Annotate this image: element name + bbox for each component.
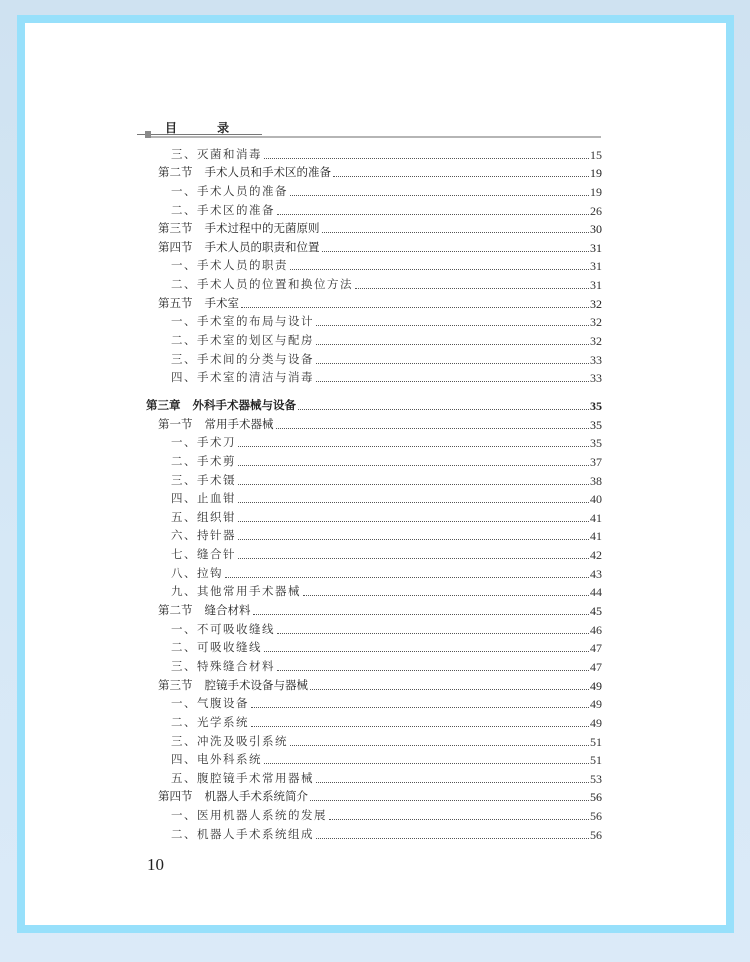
toc-label: 一、手术人员的准备 <box>171 185 288 198</box>
toc-page: 33 <box>590 352 602 367</box>
dot-leader <box>316 782 589 783</box>
toc-title: 外科手术器械与设备 <box>192 399 296 412</box>
toc-number: 第三章 <box>146 399 181 412</box>
dot-leader <box>322 251 590 252</box>
dot-leader <box>316 344 589 345</box>
toc-page: 56 <box>590 809 602 824</box>
toc-page: 53 <box>590 771 602 786</box>
toc-page: 30 <box>590 222 602 237</box>
toc-item[interactable] <box>146 450 602 469</box>
toc-item[interactable] <box>146 749 602 768</box>
toc-number: 第四节 <box>158 791 193 804</box>
dot-leader <box>277 670 589 671</box>
toc-section[interactable] <box>146 786 602 805</box>
toc-label: 一、医用机器人系统的发展 <box>171 810 327 823</box>
header-title: 目 录 <box>165 121 248 135</box>
dot-leader <box>322 232 590 233</box>
toc-item[interactable] <box>146 767 602 786</box>
toc-label: 二、可吸收缝线 <box>171 642 262 655</box>
toc-page: 33 <box>590 371 602 386</box>
toc-label: 二、手术剪 <box>171 455 236 468</box>
toc-item[interactable] <box>146 693 602 712</box>
toc-item[interactable] <box>146 143 602 162</box>
toc-page: 31 <box>590 259 602 274</box>
toc-item[interactable] <box>146 562 602 581</box>
toc-item[interactable] <box>146 273 602 292</box>
toc-label: 四、电外科系统 <box>171 754 262 767</box>
table-of-contents <box>146 143 602 842</box>
toc-label: 一、手术室的布局与设计 <box>171 316 314 329</box>
toc-item[interactable] <box>146 618 602 637</box>
toc-number: 第四节 <box>158 241 193 254</box>
toc-label: 二、手术人员的位置和换位方法 <box>171 279 353 292</box>
toc-label <box>158 679 310 693</box>
toc-page: 51 <box>590 734 602 749</box>
toc-number: 第五节 <box>158 297 193 310</box>
dot-leader <box>238 521 589 522</box>
dot-leader <box>225 577 589 578</box>
toc-label: 二、手术室的划区与配房 <box>171 335 314 348</box>
toc-page: 32 <box>590 296 602 311</box>
dot-leader <box>316 363 589 364</box>
dot-leader <box>251 726 589 727</box>
page-number: 10 <box>147 855 164 874</box>
toc-page: 51 <box>590 753 602 768</box>
toc-label: 三、冲洗及吸引系统 <box>171 735 288 748</box>
toc-number: 第三节 <box>158 223 193 236</box>
toc-title: 机器人手术系统简介 <box>204 791 308 804</box>
toc-page: 35 <box>590 436 602 451</box>
toc-page: 56 <box>590 790 602 805</box>
toc-item[interactable] <box>146 655 602 674</box>
toc-title: 手术人员的职责和位置 <box>204 241 320 254</box>
toc-label: 三、手术间的分类与设备 <box>171 353 314 366</box>
toc-page: 49 <box>590 678 602 693</box>
toc-item[interactable] <box>146 432 602 451</box>
toc-page: 19 <box>590 184 602 199</box>
toc-label: 三、灭菌和消毒 <box>171 148 262 161</box>
toc-item[interactable] <box>146 581 602 600</box>
toc-label: 四、手术室的清洁与消毒 <box>171 372 314 385</box>
toc-title: 腔镜手术设备与器械 <box>204 679 308 692</box>
dot-leader <box>253 614 590 615</box>
toc-item[interactable] <box>146 711 602 730</box>
toc-item[interactable] <box>146 469 602 488</box>
toc-section[interactable] <box>146 162 602 181</box>
toc-page: 32 <box>590 315 602 330</box>
toc-page: 31 <box>590 240 602 255</box>
toc-item[interactable] <box>146 348 602 367</box>
toc-label: 三、手术镊 <box>171 474 236 487</box>
toc-section[interactable] <box>146 236 602 255</box>
header-marker <box>145 131 151 138</box>
toc-number: 第二节 <box>158 605 193 618</box>
dot-leader <box>238 484 589 485</box>
toc-page: 19 <box>590 166 602 181</box>
toc-item[interactable] <box>146 637 602 656</box>
toc-page: 42 <box>590 548 602 563</box>
toc-number: 第一节 <box>158 418 193 431</box>
toc-label <box>158 241 322 255</box>
toc-label: 一、不可吸收缝线 <box>171 623 275 636</box>
dot-leader <box>264 158 589 159</box>
toc-page: 26 <box>590 203 602 218</box>
toc-item[interactable] <box>146 804 602 823</box>
toc-label: 六、持针器 <box>171 530 236 543</box>
toc-section[interactable] <box>146 413 602 432</box>
toc-label <box>158 222 322 236</box>
toc-section[interactable] <box>146 599 602 618</box>
toc-item[interactable] <box>146 543 602 562</box>
toc-label <box>146 399 298 413</box>
toc-label: 五、组织钳 <box>171 511 236 524</box>
toc-page: 45 <box>590 604 602 619</box>
toc-label: 七、缝合针 <box>171 549 236 562</box>
dot-leader <box>316 325 589 326</box>
toc-page: 56 <box>590 827 602 842</box>
page <box>17 15 734 933</box>
dot-leader <box>290 195 589 196</box>
dot-leader <box>355 288 589 289</box>
toc-number: 第二节 <box>158 167 193 180</box>
toc-section[interactable] <box>146 292 602 311</box>
toc-label: 二、手术区的准备 <box>171 204 275 217</box>
dot-leader <box>238 539 589 540</box>
toc-label: 三、特殊缝合材料 <box>171 660 275 673</box>
toc-page: 38 <box>590 473 602 488</box>
toc-item[interactable] <box>146 199 602 218</box>
toc-item[interactable] <box>146 730 602 749</box>
toc-page: 47 <box>590 659 602 674</box>
toc-label: 四、止血钳 <box>171 493 236 506</box>
dot-leader <box>264 763 589 764</box>
toc-item[interactable] <box>146 255 602 274</box>
dot-leader <box>238 502 589 503</box>
dot-leader <box>298 409 589 410</box>
dot-leader <box>238 465 589 466</box>
toc-label <box>158 166 333 180</box>
dot-leader <box>276 428 590 429</box>
dot-leader <box>329 819 589 820</box>
toc-label: 一、手术刀 <box>171 437 236 450</box>
toc-page: 49 <box>590 697 602 712</box>
toc-page: 15 <box>590 147 602 162</box>
toc-section[interactable] <box>146 218 602 237</box>
running-header <box>145 119 601 139</box>
toc-label: 二、机器人手术系统组成 <box>171 828 314 841</box>
dot-leader <box>251 707 589 708</box>
toc-page: 41 <box>590 529 602 544</box>
header-rule <box>145 136 601 138</box>
dot-leader <box>264 651 589 652</box>
toc-page: 31 <box>590 278 602 293</box>
toc-page: 32 <box>590 334 602 349</box>
toc-page: 40 <box>590 492 602 507</box>
toc-label <box>158 790 310 804</box>
dot-leader <box>310 800 589 801</box>
toc-label <box>158 297 241 311</box>
toc-page: 35 <box>590 398 602 413</box>
dot-leader <box>277 633 589 634</box>
toc-page: 49 <box>590 715 602 730</box>
toc-item[interactable] <box>146 488 602 507</box>
dot-leader <box>290 269 589 270</box>
toc-item[interactable] <box>146 367 602 386</box>
toc-item[interactable] <box>146 525 602 544</box>
dot-leader <box>290 745 589 746</box>
toc-title: 手术过程中的无菌原则 <box>204 223 320 236</box>
toc-page: 47 <box>590 641 602 656</box>
toc-page: 37 <box>590 454 602 469</box>
toc-page: 41 <box>590 510 602 525</box>
toc-title: 手术人员和手术区的准备 <box>204 167 331 180</box>
toc-number: 第三节 <box>158 679 193 692</box>
toc-page: 46 <box>590 622 602 637</box>
toc-label <box>158 604 253 618</box>
toc-label: 五、腹腔镜手术常用器械 <box>171 772 314 785</box>
toc-chapter[interactable] <box>146 394 602 413</box>
toc-section[interactable] <box>146 674 602 693</box>
toc-item[interactable] <box>146 823 602 842</box>
toc-label <box>158 418 276 432</box>
dot-leader <box>238 558 589 559</box>
toc-label: 一、手术人员的职责 <box>171 260 288 273</box>
dot-leader <box>310 689 589 690</box>
dot-leader <box>277 214 589 215</box>
toc-item[interactable] <box>146 329 602 348</box>
toc-page: 35 <box>590 417 602 432</box>
toc-title: 常用手术器械 <box>204 418 274 431</box>
dot-leader <box>238 446 589 447</box>
dot-leader <box>241 307 589 308</box>
toc-item[interactable] <box>146 506 602 525</box>
toc-page: 44 <box>590 585 602 600</box>
dot-leader <box>333 176 589 177</box>
dot-leader <box>316 838 589 839</box>
dot-leader <box>303 595 589 596</box>
toc-label: 九、其他常用手术器械 <box>171 586 301 599</box>
toc-item[interactable] <box>146 180 602 199</box>
dot-leader <box>316 381 589 382</box>
toc-title: 手术室 <box>204 297 239 310</box>
toc-label: 八、拉钩 <box>171 567 223 580</box>
toc-label: 一、气腹设备 <box>171 698 249 711</box>
toc-label: 二、光学系统 <box>171 716 249 729</box>
toc-page: 43 <box>590 566 602 581</box>
toc-title: 缝合材料 <box>204 605 251 618</box>
toc-item[interactable] <box>146 311 602 330</box>
